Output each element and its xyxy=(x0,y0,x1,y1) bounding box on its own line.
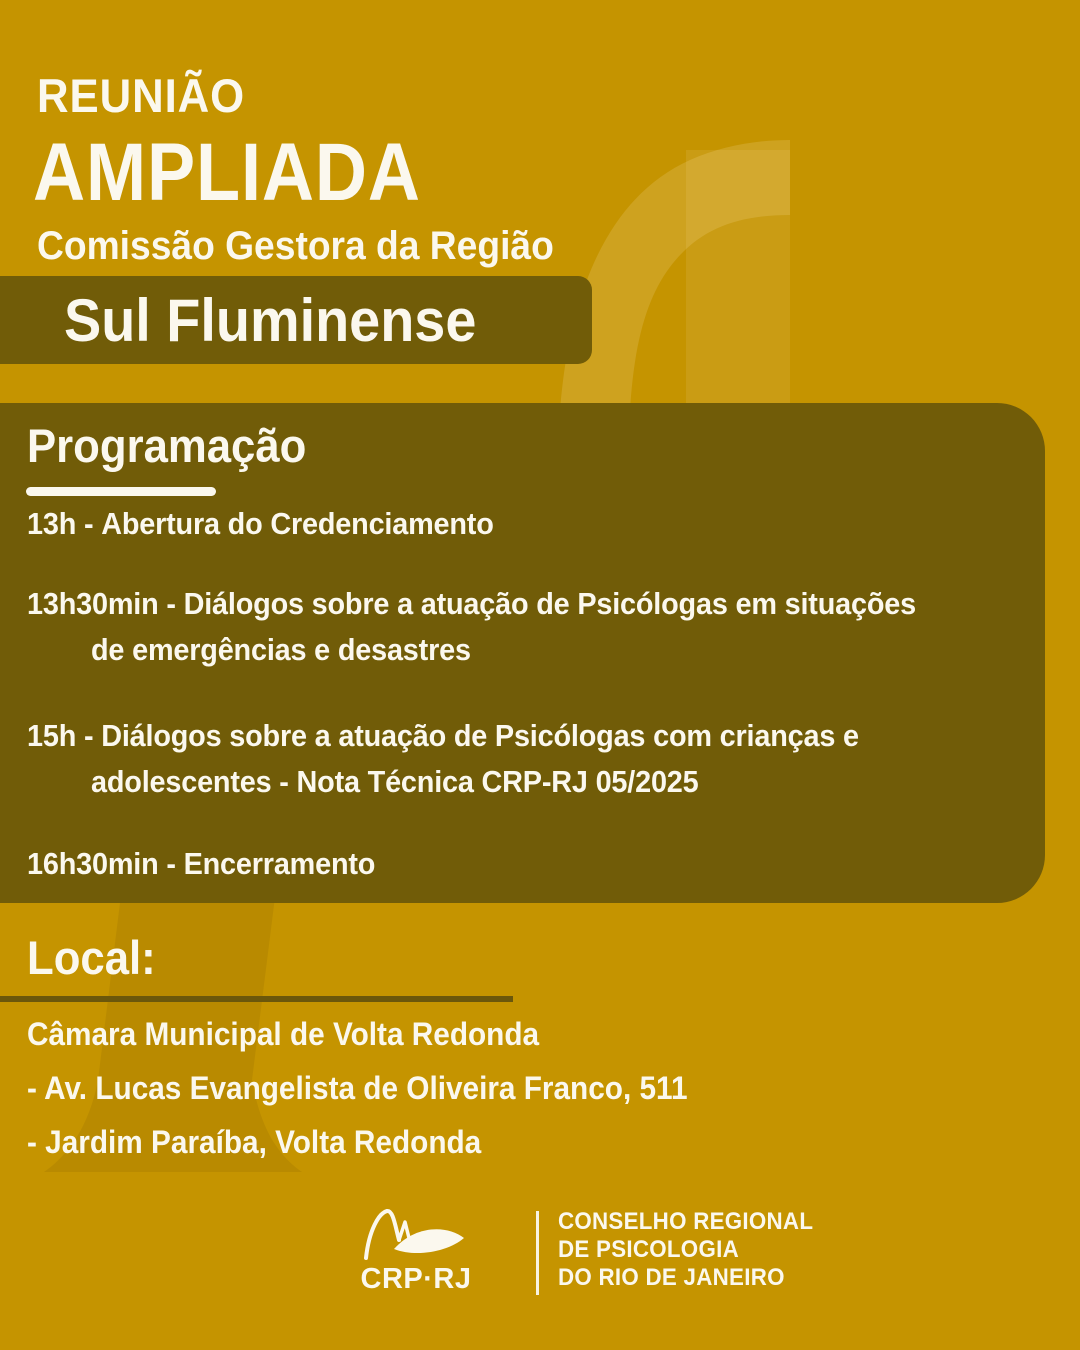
program-item-text: Diálogos sobre a atuação de Psicólogas em situações xyxy=(183,586,916,621)
location-district: - Jardim Paraíba, Volta Redonda xyxy=(27,1124,482,1160)
program-item-time: 13h - xyxy=(27,506,102,541)
location-heading: Local: xyxy=(27,931,156,984)
program-item-time: 16h30min - xyxy=(27,846,184,881)
location-address: - Av. Lucas Evangelista de Oliveira Franco, 511 xyxy=(27,1070,688,1106)
location-venue: Câmara Municipal de Volta Redonda xyxy=(27,1016,540,1052)
program-heading-underline xyxy=(26,487,216,496)
crp-rj-bird-logo-icon xyxy=(360,1206,472,1264)
location-heading-underline xyxy=(0,996,513,1002)
program-item-text: Abertura do Credenciamento xyxy=(101,506,494,541)
program-item-time: 15h - xyxy=(27,718,102,753)
poster-kicker: REUNIÃO xyxy=(37,69,246,122)
program-item-continuation: de emergências e desastres xyxy=(91,632,471,667)
program-item-text: Encerramento xyxy=(183,846,376,881)
logo-divider-line xyxy=(536,1211,539,1295)
program-item xyxy=(27,718,859,754)
program-item-text: Diálogos sobre a atuação de Psicólogas com crianças e xyxy=(101,718,859,753)
program-item xyxy=(27,586,916,622)
org-name-line: CONSELHO REGIONAL xyxy=(558,1208,814,1235)
program-item xyxy=(27,846,375,882)
crp-rj-wordmark: CRP·RJ xyxy=(360,1263,472,1295)
region-badge xyxy=(0,276,592,364)
org-name-line: DO RIO DE JANEIRO xyxy=(558,1264,785,1291)
region-badge-label: Sul Fluminense xyxy=(64,286,477,354)
poster-subtitle: Comissão Gestora da Região xyxy=(37,224,554,268)
program-heading: Programação xyxy=(27,419,307,472)
poster-title: AMPLIADA xyxy=(33,127,421,218)
program-item-continuation: adolescentes - Nota Técnica CRP-RJ 05/2025 xyxy=(91,764,699,799)
program-item xyxy=(27,506,494,542)
org-name-line: DE PSICOLOGIA xyxy=(558,1236,739,1263)
program-item-time: 13h30min - xyxy=(27,586,184,621)
